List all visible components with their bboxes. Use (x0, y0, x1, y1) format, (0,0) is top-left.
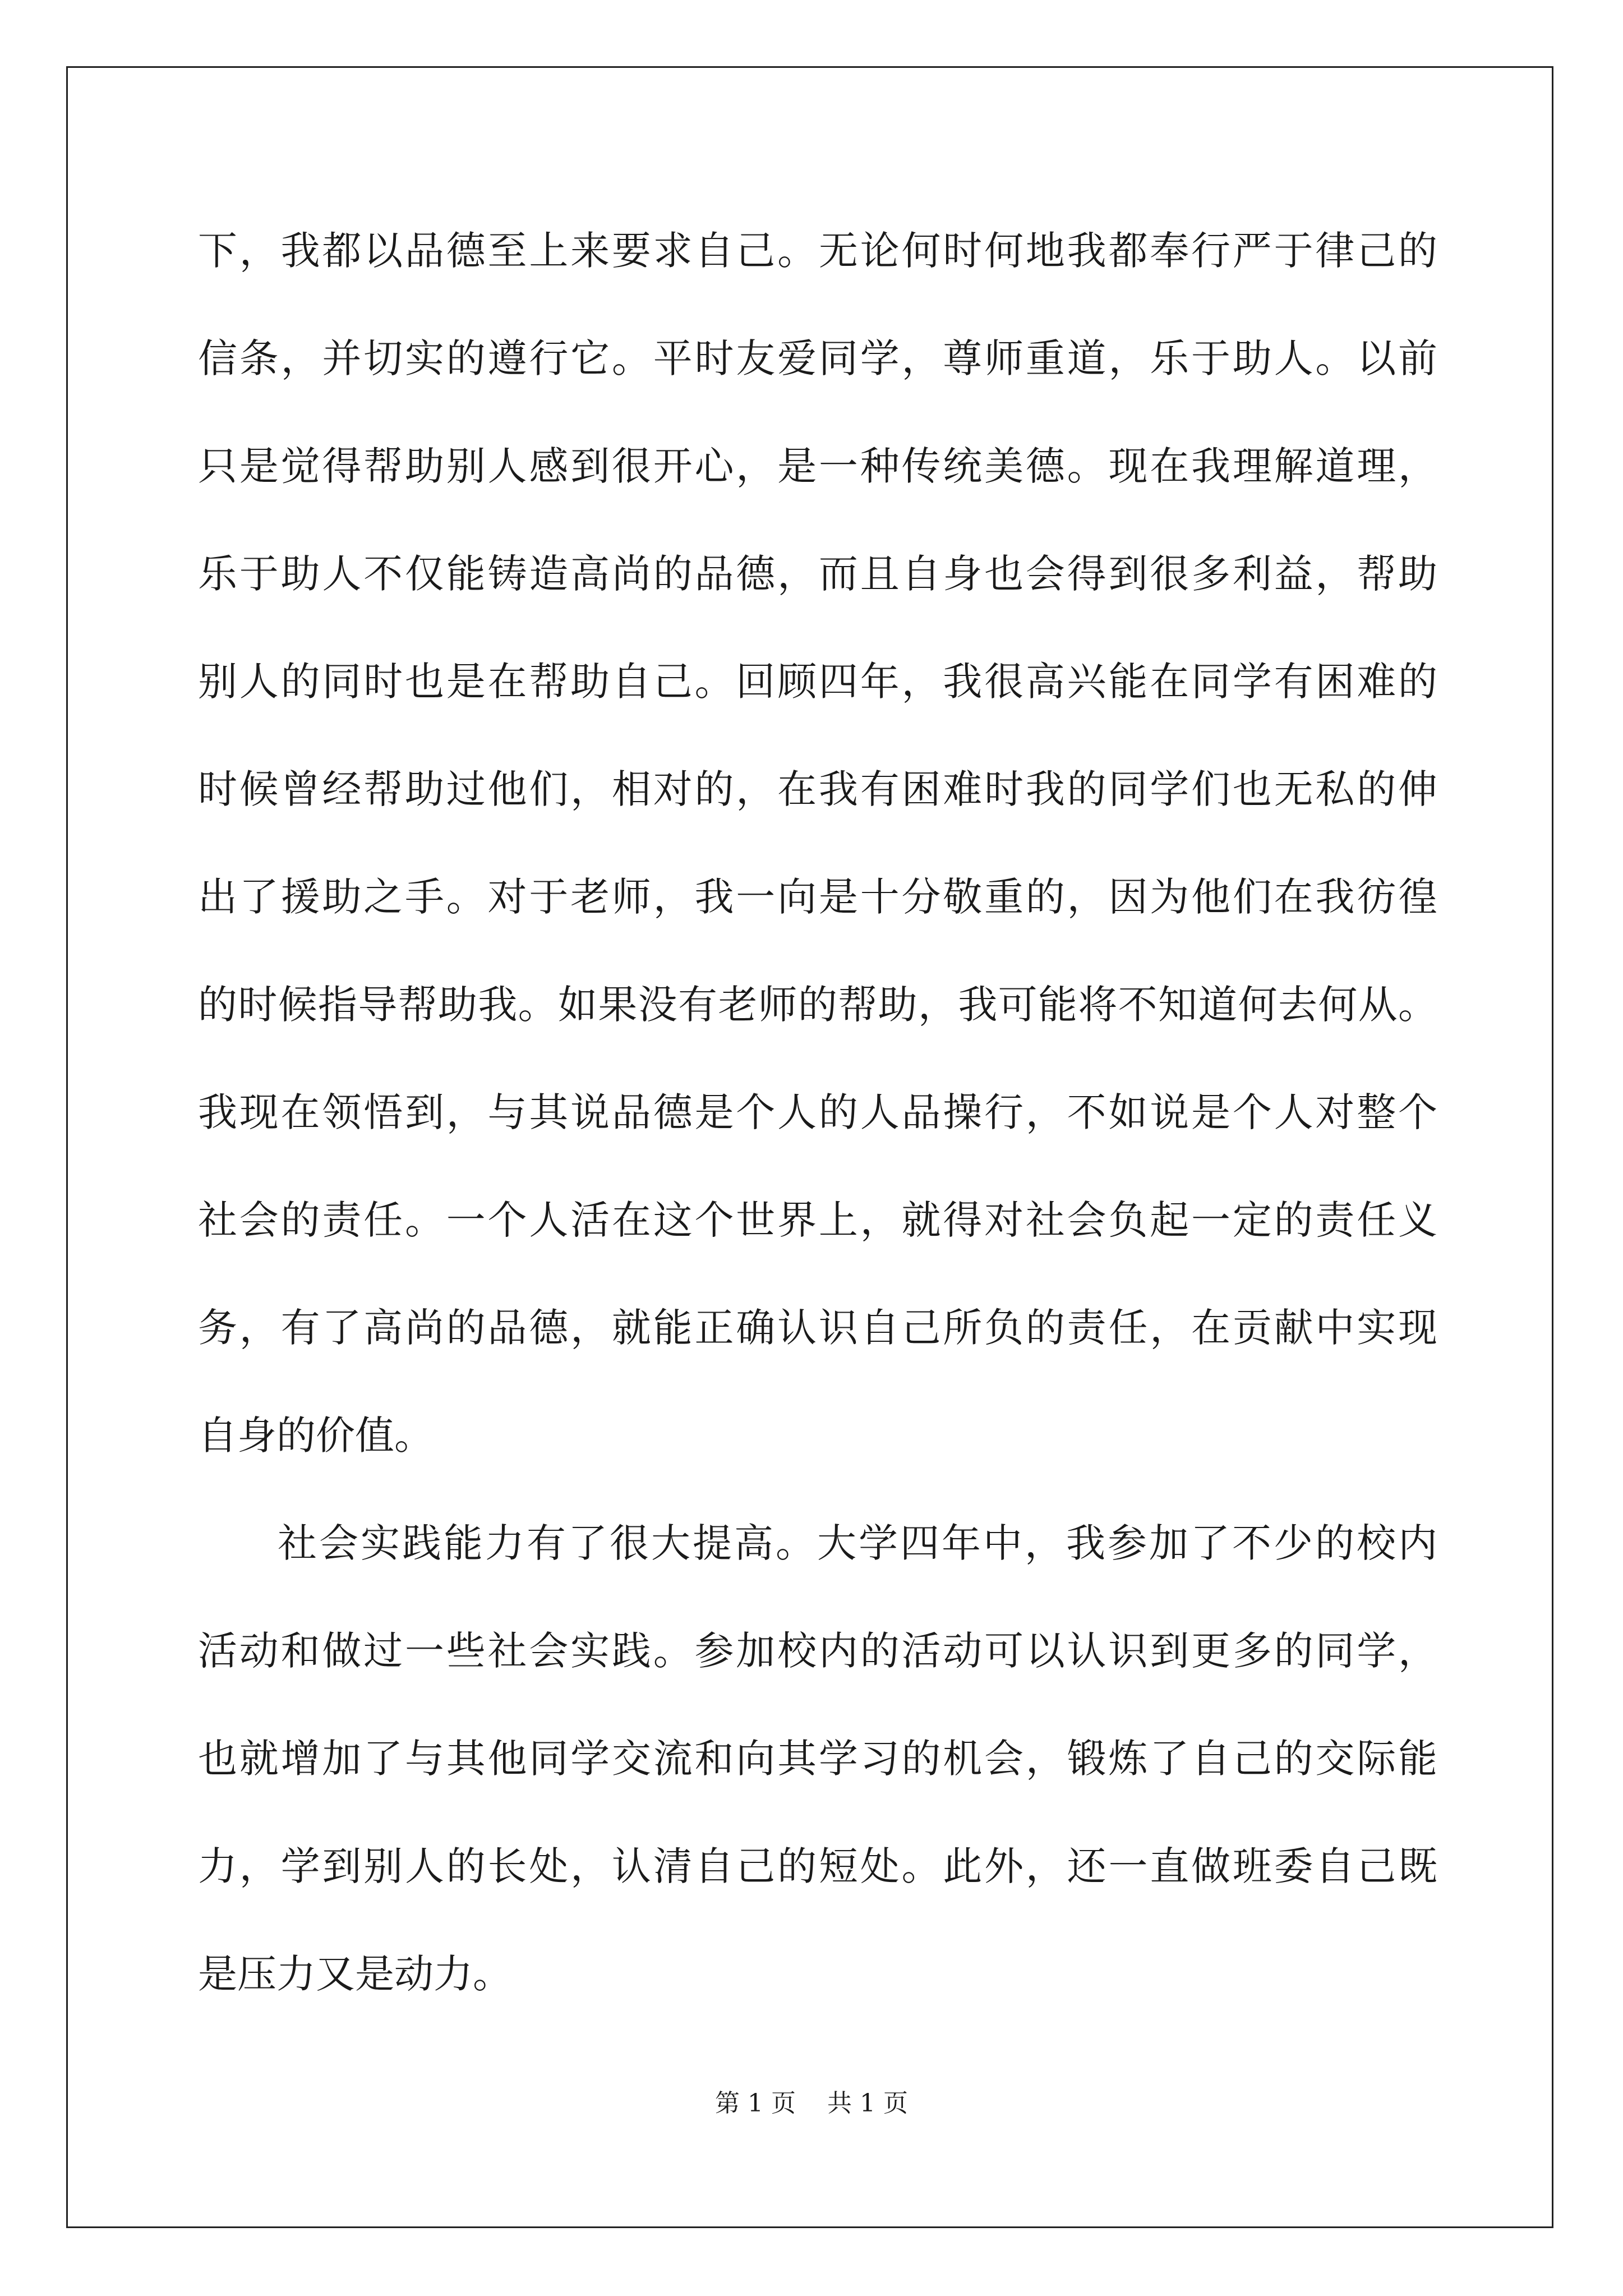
text-line: 我现在领悟到，与其说品德是个人的人品操行，不如说是个人对整个 (198, 1089, 1437, 1135)
page-total: 共 1 页 (827, 2089, 908, 2118)
text-line: 自身的价值。 (198, 1412, 434, 1458)
paragraph-first-line: 社会实践能力有了很大提高。大学四年中，我参加了不少的校内 (278, 1520, 1437, 1566)
text-line: 乐于助人不仅能铸造高尚的品德，而且自身也会得到很多利益，帮助 (198, 551, 1437, 597)
text-line: 是压力又是动力。 (198, 1951, 512, 1997)
text-line: 时候曾经帮助过他们，相对的，在我有困难时我的同学们也无私的伸 (198, 766, 1437, 812)
text-line: 务，有了高尚的品德，就能正确认识自己所负的责任，在贡献中实现 (198, 1305, 1437, 1351)
text-line: 别人的同时也是在帮助自己。回顾四年，我很高兴能在同学有困难的 (198, 659, 1437, 705)
text-line: 活动和做过一些社会实践。参加校内的活动可以认识到更多的同学， (198, 1628, 1437, 1674)
text-line: 社会的责任。一个人活在这个世界上，就得对社会负起一定的责任义 (198, 1197, 1437, 1243)
page-number: 第 1 页 (715, 2089, 796, 2118)
text-line: 下，我都以品德至上来要求自己。无论何时何地我都奉行严于律己的 (198, 228, 1437, 274)
text-line: 的时候指导帮助我。如果没有老师的帮助，我可能将不知道何去何从。 (198, 982, 1437, 1028)
page-border (66, 66, 1553, 2228)
text-line: 力，学到别人的长处，认清自己的短处。此外，还一直做班委自己既 (198, 1843, 1437, 1889)
text-line: 只是觉得帮助别人感到很开心，是一种传统美德。现在我理解道理， (198, 443, 1437, 489)
text-line: 出了援助之手。对于老师，我一向是十分敬重的，因为他们在我彷徨 (198, 874, 1437, 920)
page-footer (0, 2088, 1623, 2119)
text-line: 也就增加了与其他同学交流和向其学习的机会，锻炼了自己的交际能 (198, 1736, 1437, 1782)
text-line: 信条，并切实的遵行它。平时友爱同学，尊师重道，乐于助人。以前 (198, 335, 1437, 381)
